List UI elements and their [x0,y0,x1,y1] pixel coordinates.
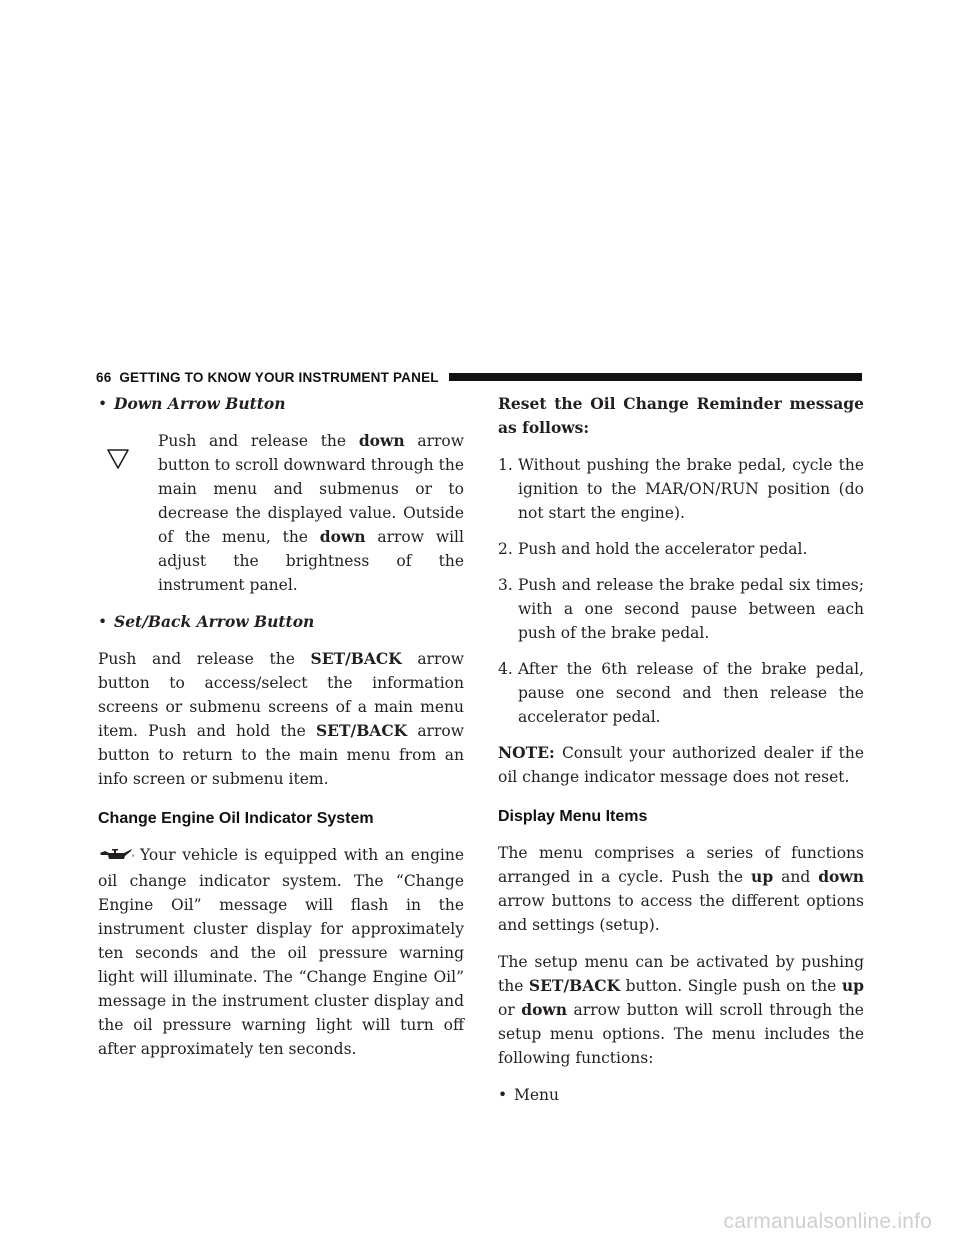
page-number: 66 [96,369,112,385]
page-header-text [96,370,439,385]
setup-menu-paragraph: The setup menu can be activated by pushing the SET/BACK button. Single push on the up or down arrow button will scroll through the setup menu options. The menu includes the following functions: [498,953,864,1067]
down-arrow-heading: • Down Arrow Button [98,392,464,416]
reset-step: 1. Without pushing the brake pedal, cycle the ignition to the MAR/ON/RUN position (do not start the engine). [498,456,864,522]
set-back-heading: • Set/Back Arrow Button [98,610,464,634]
reset-heading: Reset the Oil Change Reminder message as follows: [498,394,864,437]
page-header [96,369,862,385]
header-rule [449,373,862,381]
bullet-dot: • [98,613,108,631]
set-back-paragraph: Push and release the SET/BACK arrow button to access/select the information screens or submenu screens of a main menu item. Push and hold the SET/BACK arrow button to return to the main menu from an info screen or submenu item. [98,649,464,788]
left-column [98,392,464,1074]
reset-step: 2. Push and hold the accelerator pedal. [498,540,808,558]
right-column [498,392,864,1120]
reset-step: 4. After the 6th release of the brake pedal, pause one second and then release the accelerator pedal. [498,660,864,726]
watermark: carmanualsonline.info [723,1210,932,1233]
menu-cycle-paragraph: The menu comprises a series of functions arranged in a cycle. Push the up and down arrow buttons to access the different options and settings (setup). [498,844,865,934]
down-arrow-paragraph: Push and release the down arrow button to scroll downward through the main menu and submenus or to decrease the displayed value. Outside of the menu, the down arrow will adjust the brightness of the instrument panel. [98,429,464,597]
oil-indicator-paragraph: Your vehicle is equipped with an engine oil change indicator system. The “Change Engine Oil” message will flash in the instrument cluster display for approximately ten seconds and the oil pressure warning light will illuminate. The “Change Engine Oil” message in the instrument cluster display and the oil pressure warning light will turn off after approximately ten seconds. [98,846,464,1058]
oil-can-icon [98,845,134,869]
oil-indicator-heading: Change Engine Oil Indicator System [98,810,374,827]
reset-step: 3. Push and release the brake pedal six times; with a one second pause between each push of the brake pedal. [498,576,864,642]
menu-bullet-item: • Menu [498,1083,864,1107]
bullet-dot: • [98,395,108,413]
down-arrow-icon [98,432,158,480]
display-menu-heading: Display Menu Items [498,808,648,825]
note-paragraph: NOTE: Consult your authorized dealer if the oil change indicator message does not reset. [498,743,864,786]
bullet-dot: • [498,1086,508,1104]
section-title: GETTING TO KNOW YOUR INSTRUMENT PANEL [119,369,439,385]
